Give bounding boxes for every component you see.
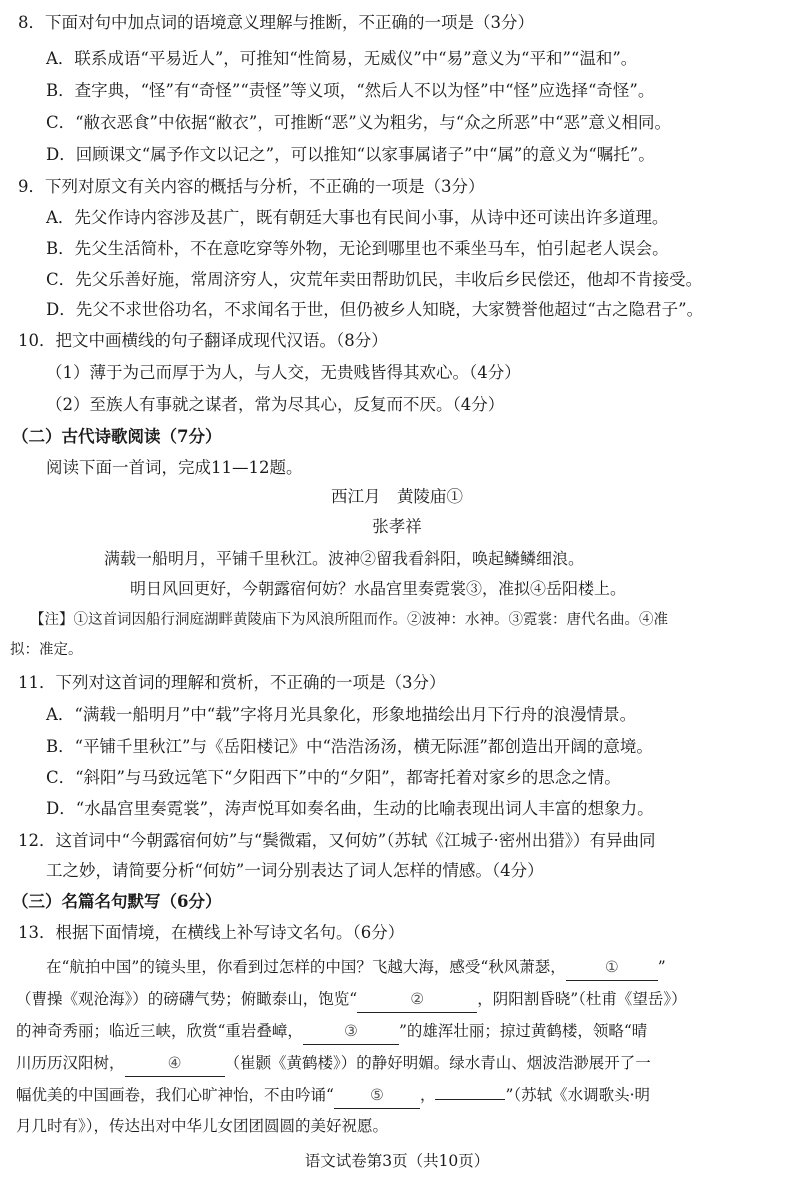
passage-text: ” bbox=[657, 958, 666, 976]
q9-option-a: A．先父作诗内容涉及甚广，既有朝廷大事也有民间小事，从诗中还可读出许多道理。 bbox=[46, 208, 669, 227]
q9-option-b: B．先父生活简朴，不在意吃穿等外物，无论到哪里也不乘坐马车，怕引起老人误会。 bbox=[46, 239, 669, 258]
q11-option-a: A．“满载一船明月”中“载”字将月光具象化，形象地描绘出月下行舟的浪漫情景。 bbox=[46, 705, 637, 724]
section-3-heading: （三）名篇名句默写（6分） bbox=[12, 892, 222, 911]
q13-passage-line-2 bbox=[16, 986, 687, 1013]
q13-passage-line-1 bbox=[46, 954, 666, 981]
q13-passage-line-6: 月几时有》），传达出对中华儿女团团圆圆的美好祝愿。 bbox=[16, 1117, 389, 1135]
fill-blank-6[interactable] bbox=[435, 1099, 505, 1100]
passage-text: ”的雄浑壮丽；掠过黄鹤楼，领略“晴 bbox=[398, 1022, 648, 1040]
poem-note-line-1: 【注】①这首词因船行洞庭湖畔黄陵庙下为风浪所阻而作。②波神：水神。③霓裳：唐代名曲。④准 bbox=[30, 612, 668, 628]
q11-option-d: D．“水晶宫里奏霓裳”，涛声悦耳如奏名曲，生动的比喻表现出词人丰富的想象力。 bbox=[46, 799, 654, 818]
q13-passage-line-5 bbox=[16, 1082, 650, 1109]
fill-blank-5[interactable]: ⑤ bbox=[334, 1082, 420, 1109]
q13-passage-line-3 bbox=[16, 1018, 647, 1045]
poem-line-1: 满载一船明月，平铺千里秋江。波神②留我看斜阳，唤起鳞鳞细浪。 bbox=[104, 549, 585, 568]
poem-author: 张孝祥 bbox=[372, 517, 422, 536]
q8-option-a: A．联系成语“平易近人”，可推知“性简易，无威仪”中“易”意义为“平和”“温和”。 bbox=[46, 49, 638, 68]
question-8-stem: 8．下面对句中加点词的语境意义理解与推断，不正确的一项是（3分） bbox=[18, 13, 534, 32]
fill-blank-3[interactable]: ③ bbox=[303, 1018, 399, 1045]
passage-text: 在“航拍中国”的镜头里，你看到过怎样的中国？飞越大海，感受“秋风萧瑟， bbox=[46, 958, 566, 976]
passage-text: 川历历汉阳树， bbox=[16, 1054, 125, 1072]
poem-line-2: 明日风回更好，今朝露宿何妨？水晶宫里奏霓裳③，准拟④岳阳楼上。 bbox=[130, 579, 627, 598]
question-13-stem: 13．根据下面情境，在横线上补写诗文名句。（6分） bbox=[18, 923, 405, 942]
passage-text: ，阴阳割昏晓”（杜甫《望岳》） bbox=[477, 990, 687, 1008]
question-10-stem: 10．把文中画横线的句子翻译成现代汉语。（8分） bbox=[18, 331, 388, 350]
passage-text: ”（苏轼《水调歌头·明 bbox=[505, 1086, 651, 1104]
q9-option-c: C．先父乐善好施，常周济穷人，灾荒年卖田帮助饥民，丰收后乡民偿还，他却不肯接受。 bbox=[46, 270, 703, 289]
passage-text: （曹操《观沧海》）的磅礴气势；俯瞰泰山，饱览“ bbox=[16, 990, 358, 1008]
fill-blank-4[interactable]: ④ bbox=[125, 1050, 225, 1077]
q8-option-d: D．回顾课文“属予作文以记之”，可以推知“以家事属诸子”中“属”的意义为“嘱托”。 bbox=[46, 145, 655, 164]
question-12-line-2: 工之妙，请简要分析“何妨”一词分别表达了词人怎样的情感。（4分） bbox=[46, 861, 544, 880]
passage-text: 的神奇秀丽；临近三峡，欣赏“重岩叠嶂， bbox=[16, 1022, 303, 1040]
q8-option-b: B．查字典，“怪”有“奇怪”“责怪”等义项，“然后人不以为怪”中“怪”应选择“奇怪”。 bbox=[46, 81, 655, 100]
passage-text: （崔颢《黄鹤楼》）的静好明媚。绿水青山、烟波浩渺展开了一 bbox=[224, 1054, 651, 1072]
fill-blank-1[interactable]: ① bbox=[566, 954, 658, 981]
fill-blank-2[interactable]: ② bbox=[357, 986, 477, 1013]
page-footer: 语文试卷第3页（共10页） bbox=[304, 1152, 490, 1170]
poem-note-line-2: 拟：准定。 bbox=[10, 642, 83, 658]
question-9-stem: 9．下列对原文有关内容的概括与分析，不正确的一项是（3分） bbox=[18, 177, 485, 196]
passage-text: 幅优美的中国画卷，我们心旷神怡，不由吟诵“ bbox=[16, 1086, 334, 1104]
question-12-line-1: 12．这首词中“今朝露宿何妨”与“鬓微霜，又何妨”（苏轼《江城子·密州出猎》）有异曲同 bbox=[18, 831, 656, 850]
question-11-stem: 11．下列对这首词的理解和赏析，不正确的一项是（3分） bbox=[18, 673, 446, 692]
q9-option-d: D．先父不求世俗功名，不求闻名于世，但仍被乡人知晓，大家赞誉他超过“古之隐君子”。 bbox=[46, 300, 704, 319]
q11-option-c: C．“斜阳”与马致远笔下“夕阳西下”中的“夕阳”，都寄托着对家乡的思念之情。 bbox=[46, 768, 621, 787]
q11-option-b: B．“平铺千里秋江”与《岳阳楼记》中“浩浩汤汤，横无际涯”都创造出开阔的意境。 bbox=[46, 737, 653, 756]
section-2-heading: （二）古代诗歌阅读（7分） bbox=[12, 427, 222, 446]
q10-sentence-2: （2）至族人有事就之谋者，常为尽其心，反复而不厌。（4分） bbox=[46, 395, 505, 414]
poem-title: 西江月 黄陵庙① bbox=[331, 487, 463, 506]
q8-option-c: C．“敝衣恶食”中依据“敝衣”，可推断“恶”义为粗劣，与“众之所恶”中“恶”意义相同。 bbox=[46, 113, 671, 132]
section-2-intro: 阅读下面一首词，完成11—12题。 bbox=[46, 458, 303, 477]
q10-sentence-1: （1）薄于为己而厚于为人，与人交，无贵贱皆得其欢心。（4分） bbox=[46, 363, 521, 382]
passage-text: ， bbox=[419, 1086, 436, 1104]
q13-passage-line-4 bbox=[16, 1050, 651, 1077]
